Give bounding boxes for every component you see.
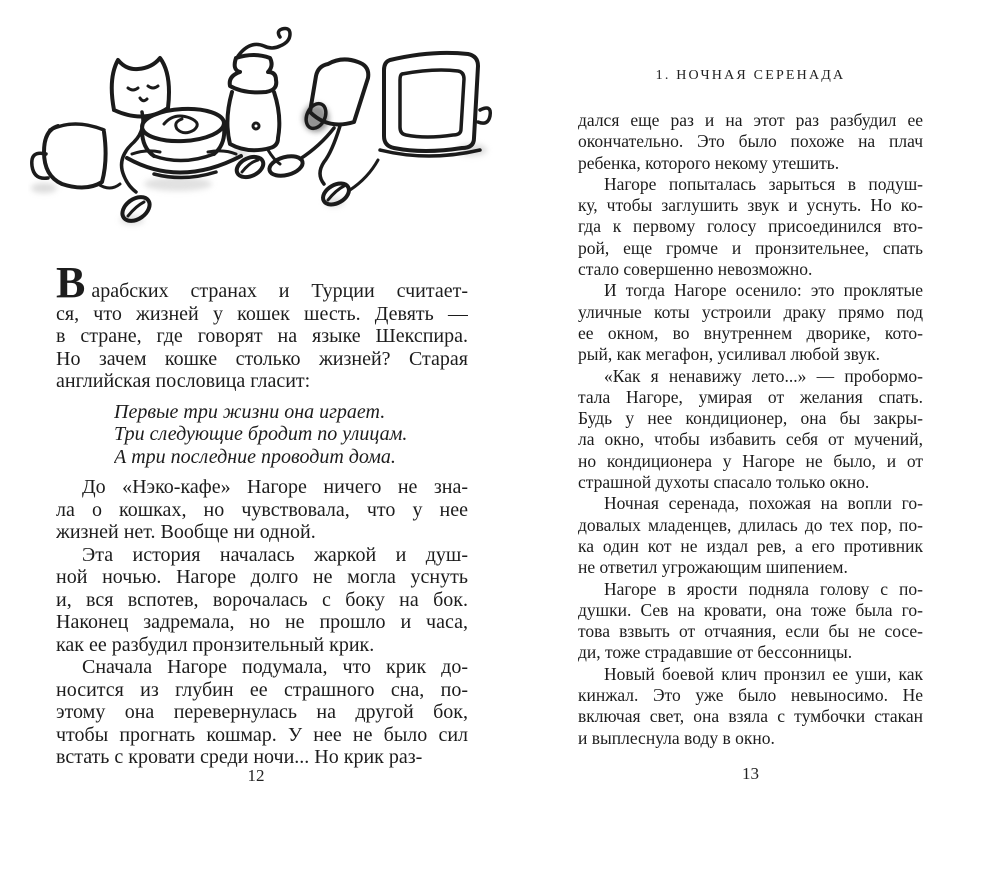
text-line: страшной духоты спасало только окно. (578, 472, 870, 493)
line-art-svg (28, 26, 500, 246)
page-number-right: 13 (742, 764, 759, 783)
text-line: ся, что жизней у кошек шесть. Девять — (56, 302, 468, 325)
text-line: не ответил угрожающим шипением. (578, 557, 848, 578)
text-line: ка один кот не издал рев, а его противник (578, 535, 923, 556)
text-line: ной ночью. Нагоре долго не могла уснуть (56, 566, 468, 588)
text-line: этому она перевернулась на другой бок, (56, 701, 468, 723)
text-line: окончательно. Это было похоже на плач (578, 131, 923, 152)
paragraph (578, 664, 923, 749)
text-line: душки. Сев на кровати, она тоже была го- (578, 599, 923, 620)
text-line: дался еще раз и на этот раз разбудил ее (578, 110, 923, 130)
page-number-left: 12 (247, 766, 265, 785)
paragraph (56, 544, 468, 657)
text-line: рой, еще громче и пронзительнее, спать (578, 237, 923, 258)
text-line: Нагоре попыталась зарыться в подуш- (604, 173, 923, 194)
text-line: уличные коты устроили драку прямо под (578, 301, 923, 322)
text-line: гда к первому голосу присоединился вто- (578, 216, 923, 237)
text-line: това взвыть от отчаяния, если бы не сосе- (578, 621, 923, 642)
text-line: Ночная серенада, похожая на вопли го- (604, 493, 923, 514)
text-line: Будь у нее кондиционер, она бы закры- (578, 408, 923, 429)
paragraph (578, 579, 923, 664)
text-line: ла окно, чтобы избавить себя от мучений, (578, 429, 923, 450)
text-line: жизней нет. Вообще ни одной. (56, 521, 316, 543)
paragraph (578, 174, 923, 280)
text-line: Наконец задремала, но не прошло и часа, (56, 611, 468, 633)
text-line: довалых младенцев, длилась до тех пор, по- (578, 514, 923, 535)
text-line: в стране, где говорят на языке Шекспира. (56, 325, 468, 347)
text-line: встать с кровати среди ночи... Но крик раз- (56, 746, 423, 768)
paragraph (578, 110, 923, 174)
text-line: кинжал. Это уже было невыносимо. Не (578, 685, 923, 706)
paragraph (578, 280, 923, 365)
text-line: и, вся вспотев, ворочалась с боку на бок. (56, 588, 468, 611)
text-line: ла о кошках, но чувствовала, что у нее (56, 498, 468, 521)
cat-and-coffee-illustration (28, 26, 500, 246)
text-line: включая свет, она взяла с тумбочки стакан (578, 706, 923, 727)
text-line: И тогда Нагоре осенило: это проклятые (604, 280, 923, 301)
chapter-running-head: 1. НОЧНАЯ СЕРЕНАДА (655, 68, 846, 83)
paragraph (578, 493, 923, 578)
text-line: стало совершенно невозможно. (578, 259, 813, 280)
text-line: Сначала Нагоре подумала, что крик до- (82, 656, 468, 678)
text-line: ее окном, во внутреннем дворике, кото- (578, 322, 923, 343)
text-line: но кондиционера у Нагоре не было, и от (578, 450, 923, 471)
text-line: тала Нагоре, умирая от желания спать. (578, 386, 923, 407)
text-line: чтобы прогнать кошмар. У нее не было сил (56, 723, 468, 746)
paragraph (578, 366, 923, 494)
verse-line: Три следующие бродит по улицам. (114, 423, 408, 445)
text-line: и выплеснула воду в окно. (578, 727, 775, 748)
text-line: носится из глубин ее страшного сна, по- (56, 678, 468, 701)
paragraph (56, 258, 468, 393)
text-line: До «Нэко-кафе» Нагоре ничего не зна- (82, 476, 468, 498)
paragraph (56, 476, 468, 544)
paragraph (56, 656, 468, 769)
text-line: Нагоре в ярости подняла голову с по- (604, 578, 923, 599)
text-line: Варабских странах и Турции считает- (56, 258, 468, 307)
text-line: ку, чтобы заглушить звук и уснуть. Но ко- (578, 195, 923, 216)
text-line: Но зачем кошке столько жизней? Старая (56, 347, 468, 370)
verse-line: Первые три жизни она играет. (114, 400, 386, 423)
text-line: рый, как мегафон, усиливал любой звук. (578, 344, 880, 365)
text-line: ребенка, которого некому утешить. (578, 152, 840, 173)
text-line: Новый боевой клич пронзил ее уши, как (604, 663, 923, 684)
left-page-text (56, 258, 468, 769)
text-line: «Как я ненавижу лето...» — пробормо- (604, 365, 923, 386)
text-line: как ее разбудил пронзительный крик. (56, 633, 375, 656)
right-page-text (578, 110, 923, 749)
verse-block (114, 401, 468, 469)
drop-cap: В (56, 258, 86, 307)
verse-line: А три последние проводит дома. (114, 445, 396, 468)
text-line: ди, тоже страдавшие от бессонницы. (578, 642, 853, 663)
text-line: английская пословица гласит: (56, 370, 311, 392)
text-line: Эта история началась жаркой и душ- (82, 543, 468, 566)
